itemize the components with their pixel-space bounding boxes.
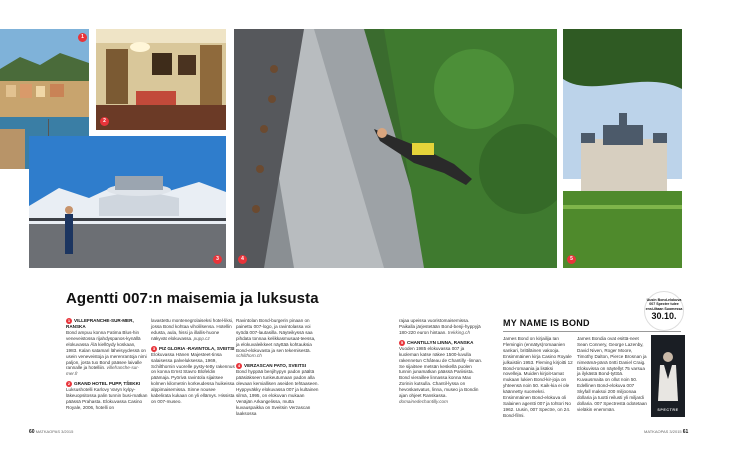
- section-chantilly: [399, 340, 483, 405]
- section-title: VERZASCAN PATO, SVEITSI: [244, 363, 307, 369]
- box-column-1: [503, 336, 573, 423]
- section-title: CHANTILLYN LINNA, RANSKA: [407, 339, 474, 345]
- section-title: VILLEFRANCHE-SUR-MER, RANSKA: [66, 318, 134, 330]
- text-column-4: [399, 318, 483, 409]
- spectre-poster: [651, 335, 685, 417]
- photo-badge: 1: [78, 33, 87, 42]
- section-grand-hotel-pupp: [66, 381, 148, 411]
- section-number: 4: [237, 363, 241, 369]
- section-title: PIZ GLORIA -RAVINTOLA, SVEITSI: [159, 345, 235, 351]
- photo-verzasca-dam-image: [234, 29, 557, 268]
- magazine-label-left: MATKAOPAS 3/2015: [35, 429, 74, 434]
- photo-badge: 3: [213, 255, 222, 264]
- section-number: 3: [152, 345, 156, 351]
- section-body: Elokuvassa Hänen Majesteet-tinsa salaisessa palveluksessa, 1969, Schilthornin vuorelle pysty-tetty rakennus on konna Ernst Stavro Blofeldin päämaja. Pyörivä ravintola sijaitsee kolmen kilometrin korkeudessa huikeissa alppimaisemissa. Sinne nousee kabelirata kukaan on yli ellämys. Hissista on 007-museo.: [151, 351, 235, 404]
- section-villefranche: [66, 318, 148, 377]
- photo-verzasca-dam: [234, 29, 557, 268]
- section-number: 5: [400, 339, 404, 345]
- section-verzasca: [236, 363, 320, 416]
- section-piz-gloria-cont: [236, 318, 320, 359]
- callout-text: Uusin Bond-elokuva 007 Spectre tulee ensi-iltaan Suomessa: [645, 298, 683, 311]
- section-body: Bond hyppää benjihypyn padon päältä pääsiäkseen tunkeutumaan padon alla olevaan kemiallisen aseiden tehtaaseen. Hyppyväkky elokuvassa 007 ja kultainen silmä, 1995, on elokuvan mukaan Venäjän Arkangelissa, mutta kuvauspaikka on Sveitsin Verzascan laaksossa: [236, 369, 319, 416]
- photo-badge: 2: [100, 117, 109, 126]
- page-number-right: 61: [682, 429, 689, 435]
- section-body: lavastettu montenegrolaiseksi hotel-liksi, jossa Bond kohtaa viholilsensa. Hotellin edusta, aula, hissi ja illallis-huone näkyvät elokuvassa.: [151, 318, 234, 341]
- section-body: rajaa upeissa vuoristomaisemissa. Paikalla järjestetään Bond-benji-hyppyjä 180-220 euron hintaan.: [399, 318, 481, 335]
- box-column-2: [577, 336, 647, 417]
- box-text: James Bondia ovat esittä-neet Sean Connery, George Lazenby, David Niven, Roger Moore, Timothy Dalton, Pierce Brosnan ja nimeämä-pänä öntti Daniel Craig. Elokuvissa on näytellyt 75 varsua ja ilykästä Bond-tyttöä. Kuvausmaita on ollut noin 50. Edellinen Bond-elokuva 007 Skyfall maksoi 200 miljoonaa dollaria ja tuotti reilusti yli miljardi dollaria. 007 Spectrestä odotetaan vieläkin enemmän.: [577, 336, 647, 412]
- photo-grand-hotel-pupp-image: [96, 29, 226, 130]
- photo-chantilly: [563, 29, 682, 268]
- photo-badge: 4: [238, 255, 247, 264]
- magazine-label-right: MATKAOPAS 3/2015: [644, 429, 682, 434]
- section-url: trekking.ch: [447, 329, 471, 335]
- section-body: Vuoden 1985 elokuvassa 007 ja kuoleman katse näkee 1500-luvulla rakennetun Château de Chantilly -linnan. Se sijaitsee metsän keskellä puolen tunnin junamatkan päässä Pariisista. Bond vieraillee linnassa konna Max Zorinin kutsulla. Chantil-lyssa on hevoskasvatus, linna, museo ja Bondin ajan ohjeet Ranskassa.: [399, 345, 483, 399]
- text-column-2: [151, 318, 235, 409]
- text-column-1: [66, 318, 148, 415]
- photo-grand-hotel-pupp: [96, 29, 226, 130]
- text-column-3: [236, 318, 320, 421]
- page-number-left: 60: [29, 429, 35, 435]
- photo-piz-gloria: [29, 136, 226, 268]
- section-verzasca-cont: [399, 318, 483, 336]
- section-url: domainedechantilly.com: [399, 399, 448, 404]
- section-body: Bond ampuu konna Fatima Blus-hin veneveistossa rijahdyspanos-kynällä elokuvassa Älä kiellöydy koskaan, 1983. Kalan satamari läheisyydessä on usein veneveistoja ja merenrantoja nimi paljon, josta tuo Bond pääsee laivalle rannalle ja hotelliin.: [66, 330, 147, 371]
- section-url: schilthorn.ch: [236, 353, 262, 359]
- footer-right: [644, 429, 688, 435]
- section-piz-gloria: [151, 346, 235, 405]
- release-date-callout: [644, 291, 684, 331]
- photo-badge: 5: [567, 255, 576, 264]
- section-number: 2: [67, 381, 71, 387]
- poster-title: SPECTRE: [657, 408, 679, 412]
- section-number: 1: [67, 318, 71, 323]
- footer-left: [29, 429, 73, 435]
- section-body: Luksushotelli Karlovy Varyn kylpy-läkeuopsitossa palin tunnin busi-matkan päässä Prahasta. Elokuvassa Casino Royale, 2006, hotelli on: [66, 387, 148, 411]
- section-url: pupp.cz: [193, 335, 210, 341]
- box-divider: [503, 331, 681, 332]
- poster-figure-image: [651, 335, 685, 417]
- section-body: Ravintolan Bond-burgerin pinaan on painettu 007-logo, ja ravintolassa voi syödä 007-lautasilla. Näyteikyssä saa pihdata tonnaa kelikkasmusaat-teessa, ja elokuvaleikkeet näyttää kohtauksia Bond-elokuvasta ja sen tekemisestä.: [236, 318, 316, 353]
- section-url: villefranche-sur-mer.fr: [66, 365, 140, 377]
- callout-date: 30.10.: [651, 311, 677, 322]
- article-headline: Agentti 007:n maisemia ja luksusta: [66, 290, 319, 307]
- section-title: GRAND HOTEL PUPP, TŠEKKI: [74, 381, 141, 387]
- photo-piz-gloria-image: [29, 136, 226, 268]
- box-title: MY NAME IS BOND: [503, 318, 590, 328]
- section-grand-hotel-pupp-cont: [151, 318, 235, 342]
- box-text: James Bond on kirjailija Ian Flemingin (ennätys)romaanien sankari, brittiläinen vakooja. Ensimmäinen kirja Casino Royale julkaistiin 1953. Fleming kirjoitti 12 Bond-romaania ja lisäksi novelleja. Muiden kirjoit-tamat mukaan lukien Bond-kir-joja on yhteensä noin 50. Kaik-kia ei ole käännetty suomeksi. Ensimmäinen Bond-elokuva oli Salainen agentti 007 ja tohtori No 1962. Uusin, 007 Spectre, on 24. Bond-filmi.: [503, 336, 573, 418]
- photo-chantilly-image: [563, 29, 682, 268]
